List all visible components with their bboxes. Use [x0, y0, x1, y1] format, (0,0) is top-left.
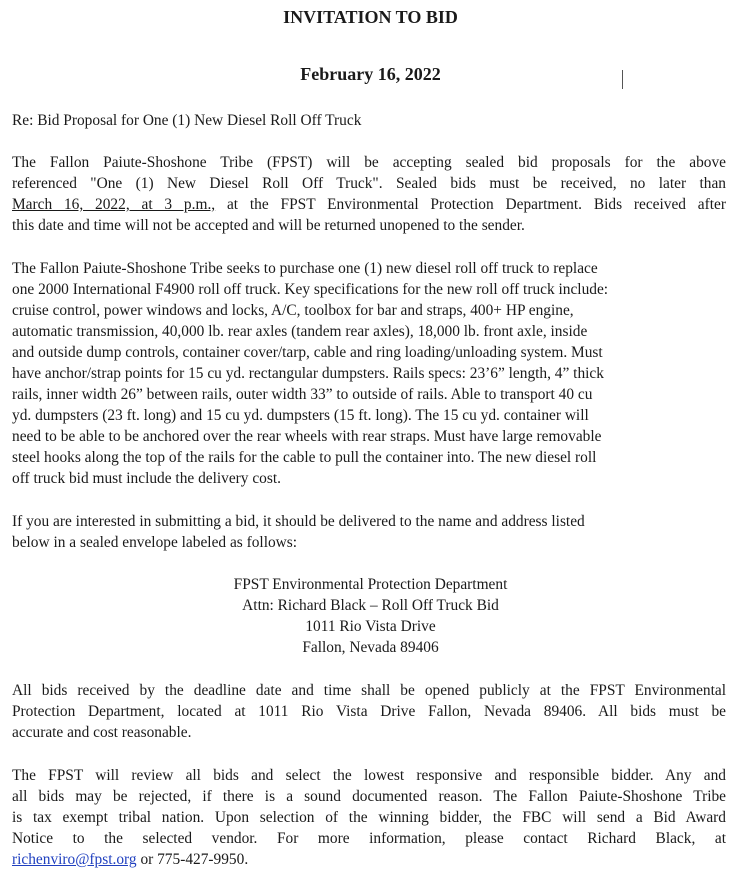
para1-line1: The Fallon Paiute-Shoshone Tribe (FPST) will be accepting sealed bid proposals for the above [12, 154, 726, 171]
para5-line1: The FPST will review all bids and select the lowest responsive and responsible bidder. Any and [12, 767, 726, 784]
para4-line3: accurate and cost reasonable. [12, 724, 192, 741]
para3-line2: below in a sealed envelope labeled as follows: [12, 534, 298, 551]
para2-line8: yd. dumpsters (23 ft. long) and 15 cu yd. dumpsters (15 ft. long). The 15 cu yd. container will [12, 407, 589, 424]
deadline-text: March 16, 2022, at 3 p.m., [12, 196, 216, 213]
para1-line2: referenced "One (1) New Diesel Roll Off Truck". Sealed bids must be received, no later than [12, 175, 726, 192]
para2-line2: one 2000 International F4900 roll off truck. Key specifications for the new roll off truck include: [12, 281, 609, 298]
para2-line3: cruise control, power windows and locks, A/C, toolbox for bar and straps, 400+ HP engine, [12, 302, 574, 319]
address-line2: Attn: Richard Black – Roll Off Truck Bid [242, 597, 499, 614]
para5-line3: is tax exempt tribal nation. Upon selection of the winning bidder, the FBC will send a Bid Award [12, 809, 726, 826]
para2-line5: and outside dump controls, container cover/tarp, cable and ring loading/unloading system. Must [12, 344, 603, 361]
address-line3: 1011 Rio Vista Drive [305, 618, 436, 635]
para4-line1: All bids received by the deadline date and time shall be opened publicly at the FPST Environmental [12, 682, 726, 699]
para4-line2: Protection Department, located at 1011 Rio Vista Drive Fallon, Nevada 89406. All bids must be [12, 703, 726, 720]
address-line4: Fallon, Nevada 89406 [302, 639, 439, 656]
para1-line3-rest: at the FPST Environmental Protection Department. Bids received after [215, 196, 726, 213]
para3-line1: If you are interested in submitting a bid, it should be delivered to the name and address listed [12, 513, 585, 530]
address-line1: FPST Environmental Protection Department [233, 576, 508, 593]
para2-line11: off truck bid must include the delivery cost. [12, 470, 281, 487]
para2-line6: have anchor/strap points for 15 cu yd. rectangular dumpsters. Rails specs: 23’6” length, 4” thick [12, 365, 604, 382]
para5-line5 [12, 849, 248, 870]
para2-line9: need to be able to be anchored over the rear wheels with rear straps. Must have large removable [12, 428, 602, 445]
document-date: February 16, 2022 [300, 64, 441, 84]
para2-line4: automatic transmission, 40,000 lb. rear axles (tandem rear axles), 18,000 lb. front axle, inside [12, 323, 588, 340]
para2-line10: steel hooks along the top of the rails for the cable to pull the container into. The new diesel roll [12, 449, 597, 466]
para1-line4: this date and time will not be accepted and will be returned unopened to the sender. [12, 217, 525, 234]
para2-line7: rails, inner width 26” between rails, outer width 33” to outside of rails. Able to transport 40 cu [12, 386, 593, 403]
text-cursor [622, 70, 623, 89]
document-title: INVITATION TO BID [283, 7, 458, 27]
re-line: Re: Bid Proposal for One (1) New Diesel Roll Off Truck [12, 112, 362, 129]
phone-text: or 775-427-9950. [136, 851, 249, 868]
para5-line2: all bids may be rejected, if there is a sound documented reason. The Fallon Paiute-Shoshone Tribe [12, 788, 726, 805]
para1-line3 [12, 194, 726, 215]
para2-line1: The Fallon Paiute-Shoshone Tribe seeks to purchase one (1) new diesel roll off truck to replace [12, 260, 598, 277]
para5-line4: Notice to the selected vendor. For more information, please contact Richard Black, at [12, 830, 726, 847]
email-link[interactable]: richenviro@fpst.org [12, 851, 137, 868]
